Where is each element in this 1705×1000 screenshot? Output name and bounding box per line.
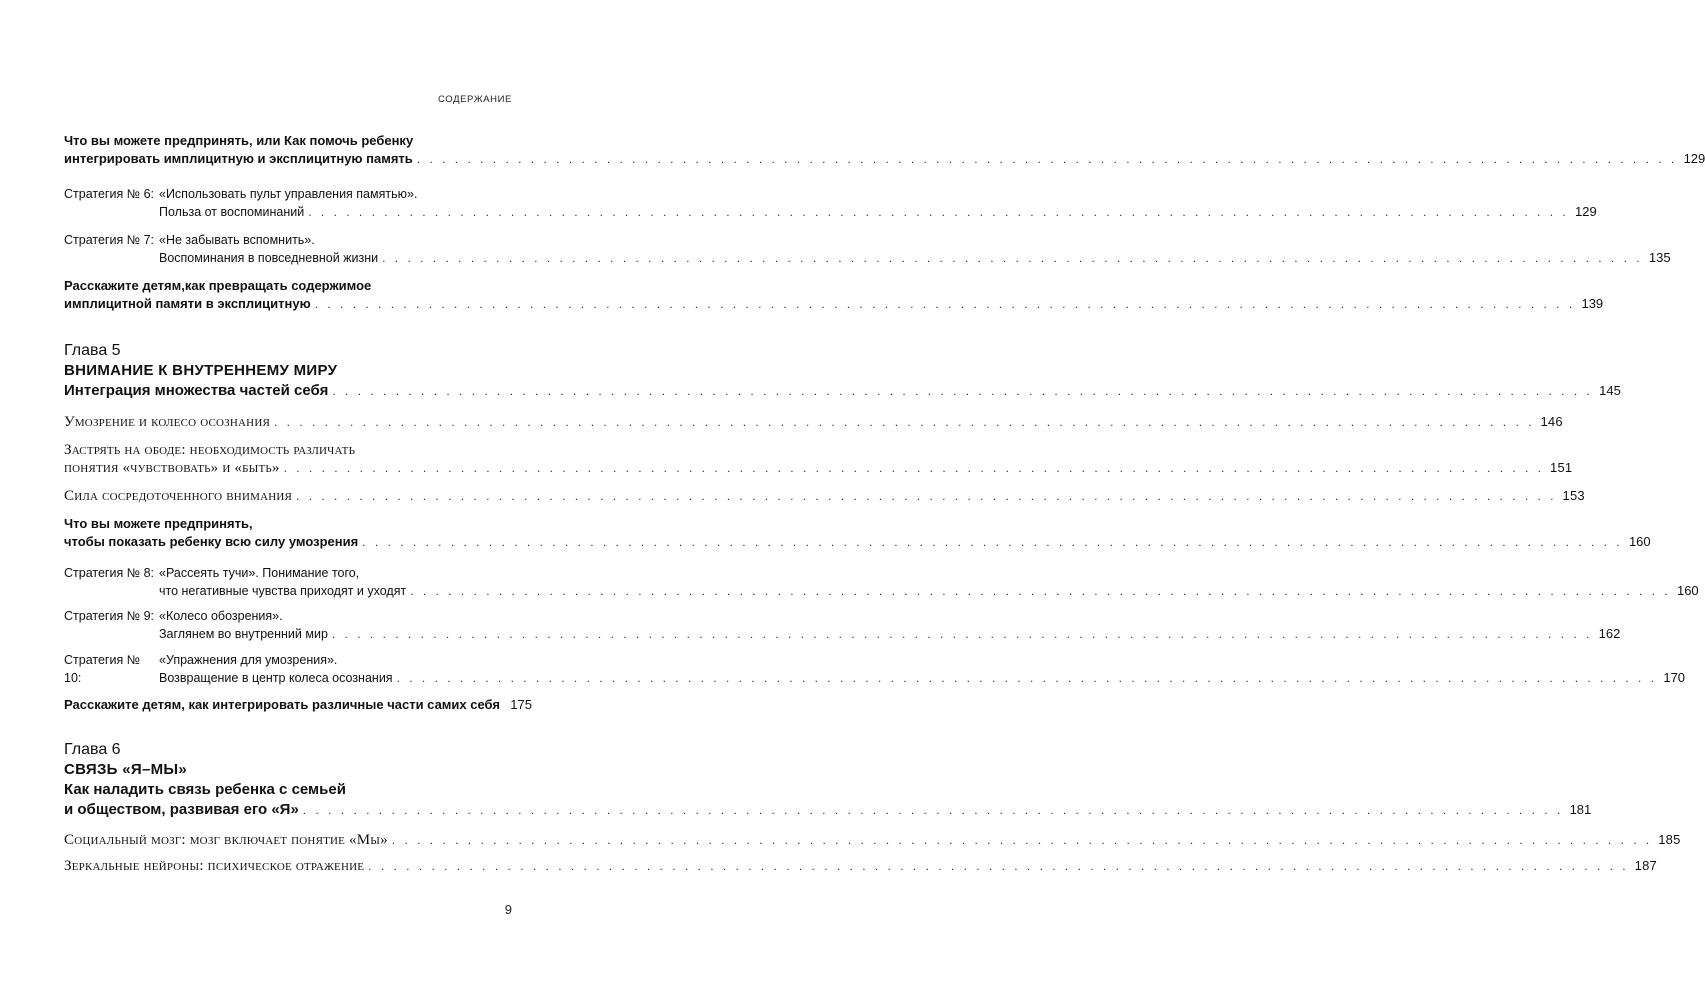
- strategy-label: Стратегия № 10:: [64, 653, 141, 685]
- entry-text: Умозрение и колесо осознания: [64, 414, 270, 430]
- toc-strategy-7[interactable]: [64, 231, 1671, 267]
- chapter-title: ВНИМАНИЕ К ВНУТРЕННЕМУ МИРУ: [64, 362, 338, 379]
- entry-text: Сила сосредоточенного внимания: [64, 488, 293, 504]
- entry-text: Возвращение в центр колеса осознания: [159, 671, 393, 685]
- running-head: СОДЕРЖАНИЕ: [438, 94, 512, 105]
- leader-dots: [382, 249, 1642, 267]
- entry-text: Воспоминания в повседневной жизни: [159, 251, 379, 265]
- toc-section-mindsight-wheel[interactable]: [64, 413, 1563, 431]
- entry-text: «Рассеять тучи». Понимание того,: [159, 566, 360, 580]
- leader-dots: [315, 295, 1575, 313]
- leader-dots: [392, 831, 1652, 849]
- entry-text: интегрировать имплицитную и эксплицитную память: [64, 151, 413, 166]
- strategy-label: Стратегия № 8:: [64, 566, 155, 580]
- chapter-subtitle: Как наладить связь ребенка с семьей: [64, 781, 346, 798]
- entry-text: Что вы можете предпринять, или Как помочь ребенку: [64, 133, 414, 148]
- page-ref: 160: [1676, 583, 1699, 598]
- strategy-label: Стратегия № 7:: [64, 233, 155, 247]
- page-ref: 129: [1575, 204, 1597, 219]
- leader-dots: [274, 413, 1534, 431]
- page-ref: 160: [1628, 534, 1651, 549]
- leader-dots: [397, 669, 1657, 687]
- entry-text: Польза от воспоминаний: [159, 205, 305, 219]
- toc-entry-tell-kids-parts[interactable]: [64, 696, 532, 714]
- entry-text: «Использовать пульт управления памятью».: [159, 187, 418, 201]
- entry-text: понятия «чувствовать» и «быть»: [64, 460, 280, 476]
- page-ref: 135: [1648, 250, 1671, 265]
- page-ref: 153: [1562, 488, 1585, 503]
- entry-text: чтобы показать ребенку всю силу умозрения: [64, 534, 359, 549]
- leader-dots: [368, 857, 1628, 875]
- entry-text: Расскажите детям, как интегрировать различные части самих себя: [64, 697, 500, 712]
- page-ref: 146: [1540, 414, 1563, 429]
- page-ref: 181: [1569, 802, 1592, 817]
- leader-dots: [303, 800, 1563, 820]
- toc-strategy-8[interactable]: [64, 564, 1699, 600]
- leader-dots: [296, 487, 1556, 505]
- page-ref: 129: [1683, 151, 1705, 166]
- entry-text: «Колесо обозрения».: [159, 609, 283, 623]
- leader-dots: [417, 150, 1677, 168]
- leader-dots: [332, 381, 1592, 401]
- chapter-label: Глава 5: [64, 342, 121, 359]
- toc-entry-memory-integration[interactable]: [64, 132, 1705, 168]
- page-ref: 145: [1599, 383, 1621, 398]
- chapter-6-heading[interactable]: [64, 740, 1592, 820]
- entry-text: Застрять на ободе: необходимость различать: [64, 442, 356, 458]
- entry-text: Расскажите детям,как превращать содержимое: [64, 278, 372, 293]
- chapter-label: Глава 6: [64, 741, 121, 758]
- entry-text: «Упражнения для умозрения».: [159, 653, 338, 667]
- chapter-5-heading[interactable]: [64, 341, 1621, 401]
- page-ref: 151: [1550, 460, 1573, 475]
- leader-dots: [284, 459, 1544, 477]
- strategy-label: Стратегия № 9:: [64, 609, 155, 623]
- entry-text: Социальный мозг: мозг включает понятие «Мы»: [64, 832, 388, 848]
- toc-strategy-9[interactable]: [64, 607, 1621, 643]
- toc-strategy-10[interactable]: [64, 651, 1686, 687]
- page-ref: 170: [1663, 670, 1686, 685]
- leader-dots: [362, 533, 1622, 551]
- entry-text: «Не забывать вспомнить».: [159, 233, 315, 247]
- toc-section-focused-attention[interactable]: [64, 487, 1585, 505]
- page-ref: 139: [1581, 296, 1604, 311]
- chapter-title: СВЯЗЬ «Я–МЫ»: [64, 761, 188, 778]
- page-ref: 185: [1658, 832, 1681, 847]
- toc-section-mirror-neurons[interactable]: [64, 857, 1657, 875]
- page-ref: 162: [1598, 626, 1621, 641]
- leader-dots: [332, 625, 1592, 643]
- toc-section-social-brain[interactable]: [64, 831, 1681, 849]
- entry-text: Заглянем во внутренний мир: [159, 627, 328, 641]
- entry-text: Зеркальные нейроны: психическое отражение: [64, 858, 365, 874]
- entry-text: Что вы можете предпринять,: [64, 516, 253, 531]
- strategy-label: Стратегия № 6:: [64, 187, 155, 201]
- page-ref: 175: [510, 697, 532, 712]
- toc-entry-tell-kids-memory[interactable]: [64, 277, 1604, 313]
- chapter-subtitle: Интеграция множества частей себя: [64, 382, 329, 399]
- leader-dots: [410, 582, 1670, 600]
- toc-section-stuck-on-rim[interactable]: [64, 441, 1573, 477]
- leader-dots: [308, 203, 1568, 221]
- chapter-subtitle: и обществом, развивая его «Я»: [64, 801, 299, 818]
- page-number: 9: [504, 902, 512, 917]
- entry-text: имплицитной памяти в эксплицитную: [64, 296, 311, 311]
- toc-entry-mindsight-power[interactable]: [64, 515, 1651, 551]
- toc-strategy-6[interactable]: [64, 185, 1597, 221]
- entry-text: что негативные чувства приходят и уходят: [159, 584, 407, 598]
- page-ref: 187: [1634, 858, 1657, 873]
